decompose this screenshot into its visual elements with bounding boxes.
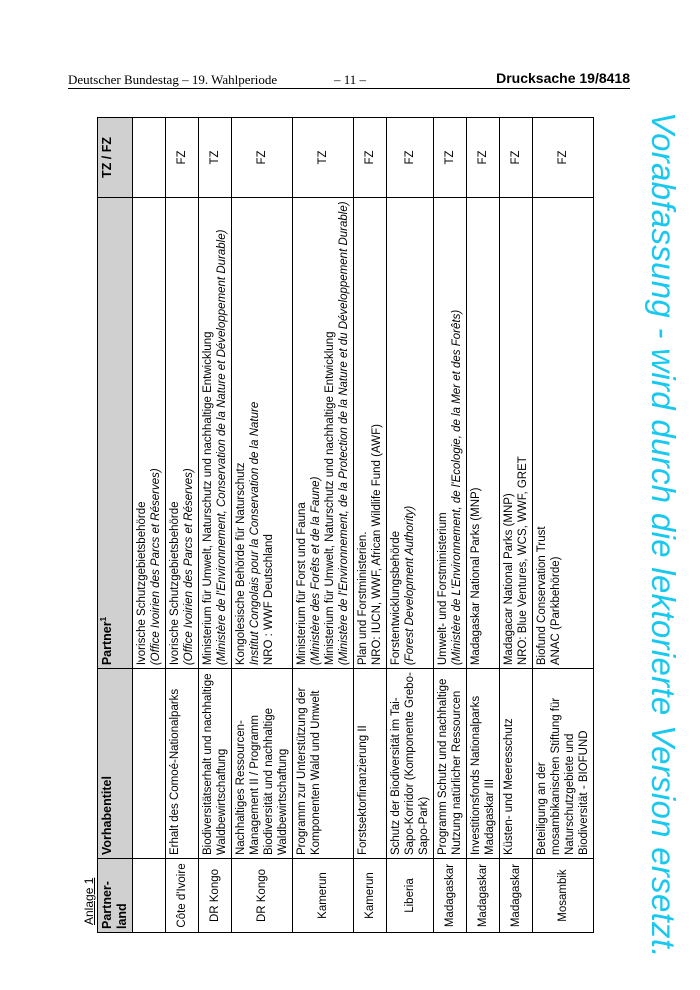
table-header-row — [98, 118, 133, 933]
cell-partner — [467, 197, 500, 668]
header-partner-land: Partner-land — [98, 859, 133, 933]
header-rule — [68, 88, 630, 89]
cell-tz-fz — [133, 118, 166, 198]
header-page-number: – 11 – — [334, 72, 367, 87]
cell-partner — [166, 197, 199, 668]
partner-line: (Forest Development Authority) — [404, 505, 416, 666]
cell-project-title — [133, 669, 166, 859]
partner-line: Ministerium für Forst und Fauna — [296, 502, 308, 666]
cell-tz-fz: FZ — [166, 118, 199, 198]
cell-tz-fz: FZ — [533, 118, 594, 198]
partner-line: NRO: Blue Ventures, WCS, WWF, GRET — [517, 456, 529, 666]
cell-project-title: Schutz der Biodiversität im Tai-Sapo-Korridor (Komponente Grebo-Sapo-Park) — [387, 669, 434, 859]
table-row — [166, 118, 199, 933]
partner-line: (Ministère des Forêts et de la Faune) — [310, 476, 322, 666]
cell-project-title: Beteiligung an der mosambikanischen Stiftung für Naturschutzgebiete und Biodiversität - BIOFUND — [533, 669, 594, 859]
cell-project-title: Biodiversitätserhalt und nachhaltige Waldbewirtschaftung — [199, 669, 232, 859]
cell-partner — [133, 197, 166, 668]
cell-partner — [387, 197, 434, 668]
table-row — [467, 118, 500, 933]
cell-project-title: Erhalt des Comoé-Nationalparks — [166, 669, 199, 859]
cell-tz-fz: FZ — [387, 118, 434, 198]
table-row — [533, 118, 594, 933]
table-row — [434, 118, 467, 933]
partner-line: Madagacar National Parks (MNP) — [503, 493, 515, 666]
header-doc-number: 8418 — [598, 70, 630, 86]
cell-tz-fz: FZ — [354, 118, 387, 198]
cell-partner-land — [133, 859, 166, 933]
table-row — [232, 118, 293, 933]
partner-line: Institut Congolais pour la Conservation de la Nature — [249, 401, 261, 666]
cell-partner-land: Côte d'Ivoire — [166, 859, 199, 933]
cell-tz-fz: TZ — [199, 118, 232, 198]
partner-line: Biofund Conservation Trust — [536, 526, 548, 666]
projects-table — [97, 117, 594, 933]
cell-partner-land: Mosambik — [533, 859, 594, 933]
cell-partner-land: Liberia — [387, 859, 434, 933]
cell-partner-land: Madagaskar — [434, 859, 467, 933]
partner-line: Plan und Forstministerien. — [357, 531, 369, 666]
draft-watermark — [642, 112, 682, 958]
partner-line: (Ministère de L'Environnement, de l'Ecologie, de la Mer et des Forêts) — [451, 309, 463, 666]
table-row — [133, 118, 166, 933]
cell-project-title: Nachhaltiges Ressourcen-Management II / Programm Biodiversität und nachhaltige Waldbewirtschaftung — [232, 669, 293, 859]
partner-line: Forstentwicklungsbehörde — [390, 530, 402, 666]
cell-tz-fz: TZ — [434, 118, 467, 198]
cell-tz-fz: FZ — [232, 118, 293, 198]
partner-line: Madagaskar National Parks (MNP) — [470, 487, 482, 666]
partner-line: (Office Ivoirien des Parcs et Réserves) — [150, 468, 162, 666]
cell-partner-land: Kamerun — [293, 859, 354, 933]
cell-tz-fz: FZ — [467, 118, 500, 198]
cell-project-title: Programm zur Unterstützung der Komponenten Wald und Umwelt — [293, 669, 354, 859]
cell-project-title: Programm Schutz und nachhaltige Nutzung natürlicher Ressourcen — [434, 669, 467, 859]
cell-partner — [434, 197, 467, 668]
cell-partner — [533, 197, 594, 668]
table-row — [387, 118, 434, 933]
partner-line: (Ministère de l'Environnement, Conservation de la Nature et Développement Durable) — [216, 229, 228, 666]
partner-line: (Ministère de l'Environnement, de la Protection de la Nature et du Développement Durable) — [338, 201, 350, 666]
watermark-text: Vorabfassung - wird durch die lektorierte Version ersetzt. — [645, 112, 682, 958]
annex-label: Anlage 1 — [82, 877, 96, 925]
cell-tz-fz: TZ — [293, 118, 354, 198]
partner-line: Ministerium für Umwelt, Naturschutz und nachhaltige Entwicklung — [202, 331, 214, 666]
header-project-title: Vorhabentitel — [98, 669, 133, 859]
footnote-marker: 1 — [98, 616, 108, 622]
cell-partner — [293, 197, 354, 668]
header-partner — [98, 197, 133, 668]
cell-partner-land: Madagaskar — [500, 859, 533, 933]
projects-table-container — [97, 117, 594, 933]
table-row — [500, 118, 533, 933]
header-tz-fz: TZ / FZ — [98, 118, 133, 198]
cell-partner-land: Madagaskar — [467, 859, 500, 933]
table-body — [133, 118, 594, 933]
table-row — [293, 118, 354, 933]
table-row — [354, 118, 387, 933]
cell-partner — [500, 197, 533, 668]
partner-line: (Office Ivoirien des Parcs et Réserves) — [183, 468, 195, 666]
cell-project-title: Forstsektorfinanzierung II — [354, 669, 387, 859]
partner-line: Umwelt- und Forstministerium — [437, 512, 449, 666]
partner-line: NRO: IUCN, WWF, African Wildlife Fund (AWF) — [371, 424, 383, 666]
partner-line: Kongolesische Behörde für Naturschutz — [235, 462, 247, 666]
cell-project-title: Investitionsfonds Nationalparks Madagaskar III — [467, 669, 500, 859]
partner-line: Ministerium für Umwelt, Naturschutz und nachhaltige Entwicklung — [324, 331, 336, 666]
cell-project-title: Küsten- und Meeresschutz — [500, 669, 533, 859]
header-doc-prefix: Drucksache 19/ — [496, 70, 599, 86]
cell-partner — [199, 197, 232, 668]
partner-line: ANAC (Parkbehörde) — [550, 556, 562, 666]
cell-partner-land: DR Kongo — [199, 859, 232, 933]
cell-partner-land: Kamerun — [354, 859, 387, 933]
partner-line: Ivorische Schutzgebietsbehörde — [169, 501, 181, 666]
partner-line: Ivorische Schutzgebietsbehörde — [136, 501, 148, 666]
cell-partner — [232, 197, 293, 668]
partner-line: NRO : WWF Deutschland — [263, 534, 275, 666]
header-document-number — [496, 70, 630, 86]
cell-tz-fz: FZ — [500, 118, 533, 198]
header-partner-label: Partner — [100, 621, 114, 666]
cell-partner-land: DR Kongo — [232, 859, 293, 933]
table-row — [199, 118, 232, 933]
header-publication: Deutscher Bundestag – 19. Wahlperiode — [68, 72, 278, 87]
cell-partner — [354, 197, 387, 668]
